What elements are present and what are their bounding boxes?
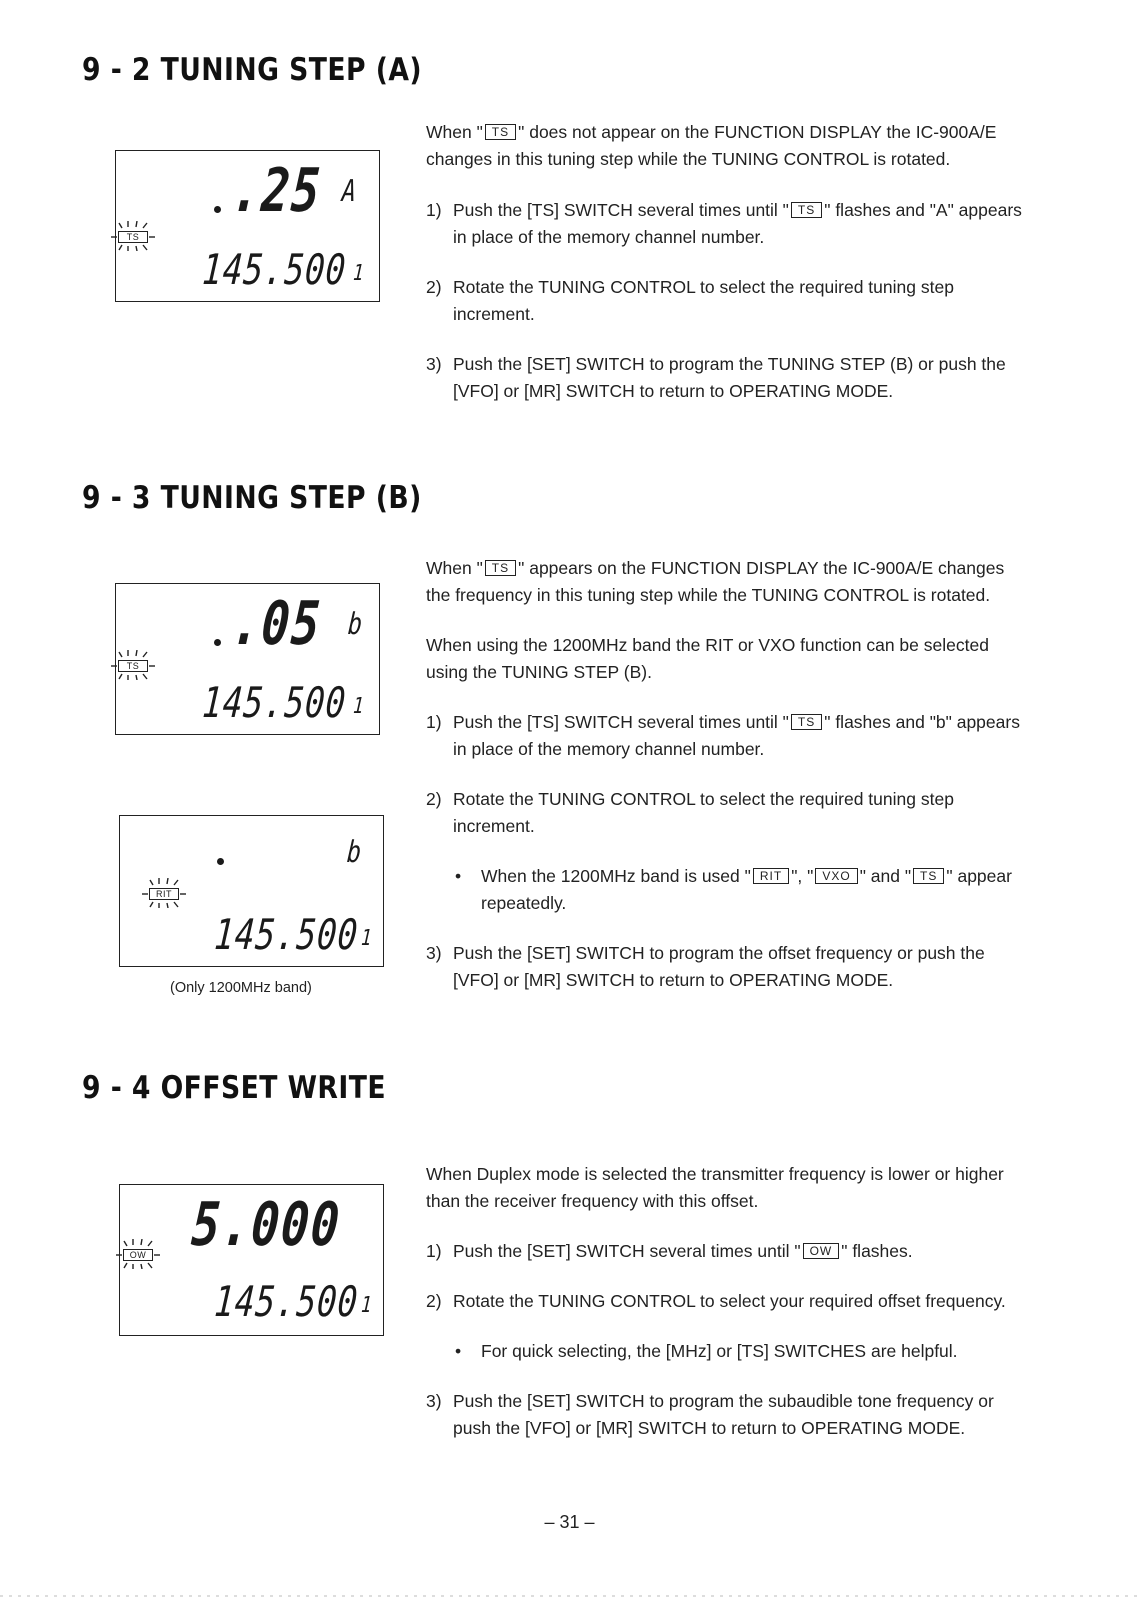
step-text-b: " flashes and "A" appears in place of the memory channel number. xyxy=(453,200,1022,247)
intro-text-a: When " xyxy=(426,558,483,578)
ts-indicator-flashing xyxy=(109,221,157,251)
rit-tag: RIT xyxy=(753,868,789,884)
lcd-display-rit-1200mhz xyxy=(119,815,384,967)
step-text-a: Push the [TS] SWITCH several times until " xyxy=(453,200,789,220)
bullet-text-b: ", " xyxy=(791,866,814,886)
section-heading-9-4: 9 - 4 OFFSET WRITE xyxy=(82,1070,386,1106)
intro-text-b: " appears on the FUNCTION DISPLAY the IC-900A/E changes the frequency in this tuning step while the TUNING CONTROL is rotated. xyxy=(426,558,1005,605)
bullet-text: For quick selecting, the [MHz] or [TS] SWITCHES are helpful. xyxy=(481,1341,958,1361)
step-number: 1) xyxy=(426,200,442,220)
intro-text-b: " does not appear on the FUNCTION DISPLAY the IC-900A/E changes in this tuning step while the TUNING CONTROL is rotated. xyxy=(426,122,997,169)
lcd-channel-letter: A xyxy=(340,174,358,209)
step-2 xyxy=(426,1288,1026,1315)
rit-indicator-label: RIT xyxy=(149,888,179,900)
lcd-step-value: .25 xyxy=(229,156,324,226)
ow-indicator-flashing xyxy=(114,1239,162,1269)
step-3 xyxy=(426,940,1026,994)
section-9-4-text xyxy=(426,1161,1026,1442)
section-9-3-text xyxy=(426,555,1026,994)
lcd-offset-value: 5.000 xyxy=(189,1190,344,1260)
lcd-frequency: 145.500 xyxy=(212,910,360,959)
step-2 xyxy=(426,786,1026,840)
scan-artifact-line xyxy=(0,1595,1139,1597)
vxo-tag: VXO xyxy=(815,868,857,884)
lcd-memory-channel: 1 xyxy=(360,1293,373,1318)
lcd-decimal-dot xyxy=(217,858,224,865)
step-text-a: Push the [TS] SWITCH several times until " xyxy=(453,712,789,732)
intro-paragraph xyxy=(426,119,1026,173)
lcd-decimal-dot xyxy=(214,206,221,213)
bullet-text-a: When the 1200MHz band is used " xyxy=(481,866,751,886)
step-3 xyxy=(426,1388,1026,1442)
ts-tag: TS xyxy=(913,868,944,884)
step-text: Rotate the TUNING CONTROL to select the required tuning step increment. xyxy=(453,789,954,836)
lcd-step-value: .05 xyxy=(229,589,324,659)
lcd-frequency: 145.500 xyxy=(200,245,348,294)
section-heading-9-3: 9 - 3 TUNING STEP (B) xyxy=(82,480,422,516)
step-3 xyxy=(426,351,1026,405)
intro-text-a: When " xyxy=(426,122,483,142)
ts-tag: TS xyxy=(791,714,822,730)
lcd-memory-channel: 1 xyxy=(352,261,365,286)
bullet-note xyxy=(453,863,1026,917)
ts-tag: TS xyxy=(485,560,516,576)
step-text-a: Push the [SET] SWITCH several times until " xyxy=(453,1241,801,1261)
lcd-frequency: 145.500 xyxy=(212,1277,360,1326)
step-text-b: " flashes. xyxy=(841,1241,913,1261)
ts-indicator-label: TS xyxy=(118,660,148,672)
lcd-display-tuning-step-a xyxy=(115,150,380,302)
step-number: 1) xyxy=(426,712,442,732)
lcd-display-tuning-step-b xyxy=(115,583,380,735)
ts-tag: TS xyxy=(791,202,822,218)
lcd-display-offset-write xyxy=(119,1184,384,1336)
lcd-memory-channel: 1 xyxy=(352,694,365,719)
intro-paragraph xyxy=(426,555,1026,609)
ow-indicator-label: OW xyxy=(123,1249,153,1261)
bullet-dot-icon: • xyxy=(455,1341,462,1361)
step-number: 2) xyxy=(426,1291,442,1311)
step-text: Rotate the TUNING CONTROL to select your required offset frequency. xyxy=(453,1291,1006,1311)
figure-caption: (Only 1200MHz band) xyxy=(170,980,312,996)
bullet-note xyxy=(453,1338,1026,1365)
step-number: 2) xyxy=(426,277,442,297)
lcd-decimal-dot xyxy=(214,639,221,646)
step-1 xyxy=(426,1238,1026,1265)
step-text: Rotate the TUNING CONTROL to select the required tuning step increment. xyxy=(453,277,954,324)
lcd-memory-channel: 1 xyxy=(360,926,373,951)
note-paragraph: When using the 1200MHz band the RIT or VXO function can be selected using the TUNING STEP (B). xyxy=(426,635,989,682)
lcd-channel-letter: b xyxy=(346,607,364,642)
section-9-2-text xyxy=(426,119,1026,405)
step-1 xyxy=(426,709,1026,763)
step-2 xyxy=(426,274,1026,328)
step-text: Push the [SET] SWITCH to program the subaudible tone frequency or push the [VFO] or [MR] SWITCH to return to OPERATING MODE. xyxy=(453,1391,994,1438)
ts-indicator-flashing xyxy=(109,650,157,680)
step-number: 3) xyxy=(426,943,442,963)
ts-indicator-label: TS xyxy=(118,231,148,243)
lcd-frequency: 145.500 xyxy=(200,678,348,727)
ow-tag: OW xyxy=(803,1243,840,1259)
step-number: 1) xyxy=(426,1241,442,1261)
step-text: Push the [SET] SWITCH to program the offset frequency or push the [VFO] or [MR] SWITCH to return to OPERATING MODE. xyxy=(453,943,985,990)
page-number: – 31 – xyxy=(544,1512,595,1532)
step-text: Push the [SET] SWITCH to program the TUNING STEP (B) or push the [VFO] or [MR] SWITCH to return to OPERATING MODE. xyxy=(453,354,1006,401)
step-text-b: " flashes and "b" appears in place of the memory channel number. xyxy=(453,712,1020,759)
intro-paragraph: When Duplex mode is selected the transmitter frequency is lower or higher than the receiver frequency with this offset. xyxy=(426,1164,1004,1211)
step-number: 3) xyxy=(426,354,442,374)
bullet-text-c: " and " xyxy=(859,866,912,886)
lcd-channel-letter: b xyxy=(345,835,363,870)
rit-indicator-flashing xyxy=(140,878,188,908)
step-1 xyxy=(426,197,1026,251)
bullet-text-d: " appear repeatedly. xyxy=(481,866,1012,913)
ts-tag: TS xyxy=(485,124,516,140)
step-number: 2) xyxy=(426,789,442,809)
step-number: 3) xyxy=(426,1391,442,1411)
section-heading-9-2: 9 - 2 TUNING STEP (A) xyxy=(82,52,423,88)
bullet-dot-icon: • xyxy=(455,866,462,886)
